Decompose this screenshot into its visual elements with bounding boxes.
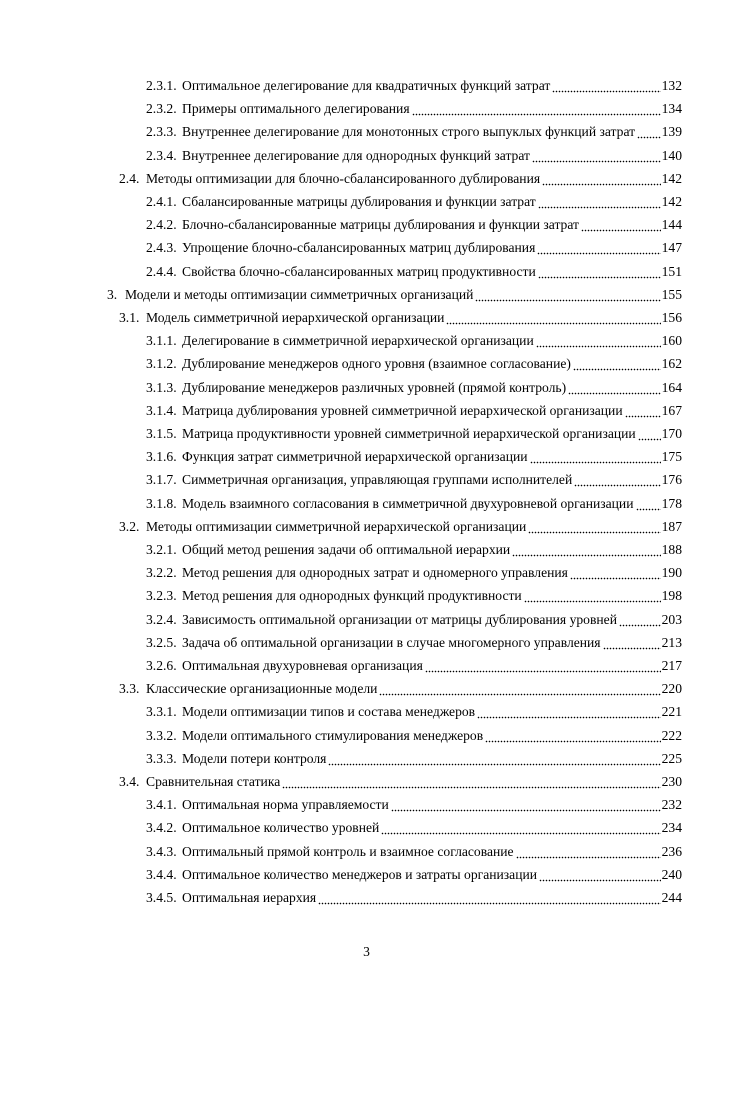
dot-leader [638, 426, 661, 442]
toc-entry-number: 3.3.3. [146, 750, 177, 766]
toc-entry-page: 221 [661, 704, 682, 720]
toc-entry-title: Оптимальное количество уровней [182, 820, 380, 836]
toc-entry-page: 178 [661, 495, 682, 511]
toc-entry-page: 142 [661, 194, 682, 209]
toc-entry-title: Задача об оптимальной организации в случае многомерного управления [182, 634, 601, 650]
toc-entry[interactable] [146, 148, 682, 164]
toc-entry-number: 3.1.5. [146, 426, 177, 441]
toc-entry-number: 3.1.2. [146, 356, 177, 372]
toc-entry-page: 230 [661, 774, 682, 789]
toc-entry-number: 2.3.2. [146, 101, 177, 117]
dot-leader [425, 658, 661, 674]
toc-entry-page: 213 [661, 634, 682, 650]
toc-entry-title: Дублирование менеджеров различных уровней (прямой контроль) [182, 379, 567, 395]
toc-entry[interactable] [107, 287, 682, 303]
toc-entry-title: Оптимальная двухуровневая организация [182, 658, 423, 673]
toc-entry-page: 132 [661, 78, 682, 93]
toc-entry[interactable] [119, 310, 682, 326]
toc-entry[interactable] [146, 728, 682, 744]
toc-entry-number: 2.4.4. [146, 263, 177, 279]
toc-entry-title: Оптимальная иерархия [182, 890, 317, 905]
dot-leader [379, 681, 660, 697]
toc-entry[interactable] [146, 78, 682, 94]
toc-entry-page: 240 [661, 866, 682, 882]
toc-entry[interactable] [146, 658, 682, 674]
toc-entry-number: 3.1. [119, 310, 140, 325]
toc-entry-page: 175 [661, 449, 682, 465]
dot-leader [636, 496, 661, 512]
dot-leader [573, 356, 661, 372]
dot-leader [570, 565, 661, 581]
toc-entry-title: Внутреннее делегирование для монотонных строго выпуклых функций затрат [182, 124, 636, 140]
toc-entry-page: 234 [661, 820, 682, 836]
toc-entry-page: 244 [661, 890, 682, 905]
toc-entry-number: 2.3.4. [146, 147, 177, 163]
dot-leader [619, 612, 661, 628]
toc-entry-number: 3.4.3. [146, 843, 177, 859]
toc-entry-page: 220 [661, 681, 682, 697]
toc-entry[interactable] [146, 333, 682, 349]
dot-leader [530, 449, 661, 465]
toc-entry-title: Оптимальная норма управляемости [182, 797, 389, 813]
toc-entry-number: 3.2.3. [146, 588, 177, 604]
toc-entry-number: 2.3.3. [146, 124, 177, 140]
dot-leader [574, 472, 660, 488]
toc-entry-number: 3.1.4. [146, 402, 177, 418]
toc-entry[interactable] [146, 472, 682, 488]
toc-entry-number: 3.4.2. [146, 820, 177, 836]
dot-leader [537, 240, 660, 256]
dot-leader [539, 867, 661, 883]
toc-entry-page: 147 [661, 240, 682, 256]
toc-entry[interactable] [146, 264, 682, 280]
toc-entry-number: 3.2. [119, 518, 140, 534]
toc-entry-page: 151 [661, 263, 682, 279]
toc-entry-title: Метод решения для однородных функций продуктивности [182, 588, 522, 604]
toc-entry[interactable] [146, 240, 682, 256]
toc-entry-number: 3.4.5. [146, 890, 177, 905]
toc-entry-page: 225 [661, 750, 682, 766]
toc-entry[interactable] [146, 844, 682, 860]
dot-leader [552, 78, 660, 94]
dot-leader [475, 287, 660, 303]
toc-entry[interactable] [146, 612, 682, 628]
toc-entry[interactable] [146, 217, 682, 233]
dot-leader [477, 704, 661, 720]
toc-entry[interactable] [146, 124, 682, 140]
toc-entry-number: 3. [107, 286, 118, 302]
toc-entry[interactable] [146, 565, 682, 581]
toc-entry-page: 188 [661, 542, 682, 557]
toc-entry-title: Свойства блочно-сбалансированных матриц продуктивности [182, 263, 536, 279]
toc-entry-number: 2.4.3. [146, 240, 177, 256]
toc-entry[interactable] [119, 171, 682, 187]
toc-entry-page: 167 [661, 402, 682, 418]
toc-entry[interactable] [146, 194, 682, 210]
toc-entry-title: Сбалансированные матрицы дублирования и функции затрат [182, 194, 536, 209]
toc-entry-number: 3.1.6. [146, 449, 177, 465]
toc-entry-number: 3.4.4. [146, 866, 177, 882]
toc-entry-page: 236 [661, 843, 682, 859]
toc-entry-page: 164 [661, 379, 682, 395]
toc-entry-page: 222 [661, 727, 682, 743]
toc-entry-title: Модели потери контроля [182, 750, 327, 766]
toc-entry-number: 3.2.5. [146, 634, 177, 650]
dot-leader [603, 635, 661, 651]
toc-entry-title: Модель симметричной иерархической организации [146, 310, 445, 325]
toc-entry[interactable] [146, 588, 682, 604]
toc-entry-page: 155 [661, 286, 682, 302]
toc-entry[interactable] [146, 867, 682, 883]
toc-entry[interactable] [146, 751, 682, 767]
dot-leader [625, 403, 661, 419]
toc-entry-title: Матрица продуктивности уровней симметричной иерархической организации [182, 426, 636, 441]
toc-entry-title: Модели и методы оптимизации симметричных организаций [125, 286, 474, 302]
dot-leader [328, 751, 660, 767]
page-number: 3 [363, 944, 370, 959]
toc-entry-title: Общий метод решения задачи об оптимальной иерархии [182, 542, 511, 557]
toc-entry-page: 139 [661, 124, 682, 140]
toc-entry-number: 3.2.1. [146, 542, 177, 557]
toc-entry-title: Модель взаимного согласования в симметричной двухуровневой организации [182, 495, 634, 511]
toc-entry-page: 198 [661, 588, 682, 604]
toc-entry[interactable] [146, 449, 682, 465]
dot-leader [532, 148, 661, 164]
toc-entry-title: Метод решения для однородных затрат и одномерного управления [182, 565, 568, 581]
toc-entry-page: 176 [661, 472, 682, 488]
toc-entry-page: 232 [661, 797, 682, 813]
toc-entry-number: 3.2.2. [146, 565, 177, 581]
toc-entry[interactable] [146, 101, 682, 117]
toc-entry-page: 203 [661, 611, 682, 627]
toc-entry-title: Модели оптимального стимулирования менеджеров [182, 727, 484, 743]
toc-entry[interactable] [146, 403, 682, 419]
toc-entry-number: 2.4.1. [146, 194, 177, 209]
toc-entry-number: 3.1.1. [146, 333, 177, 349]
dot-leader [542, 171, 661, 187]
toc-entry-number: 2.4.2. [146, 217, 177, 233]
toc-entry-title: Сравнительная статика [146, 774, 281, 789]
toc-entry-number: 3.1.3. [146, 379, 177, 395]
dot-leader [282, 774, 660, 790]
dot-leader [381, 820, 660, 836]
toc-entry-page: 190 [661, 565, 682, 581]
toc-entry-number: 3.1.7. [146, 472, 177, 488]
toc-entry-title: Внутреннее делегирование для однородных функций затрат [182, 147, 530, 163]
toc-entry-title: Дублирование менеджеров одного уровня (взаимное согласование) [182, 356, 571, 372]
toc-entry-title: Матрица дублирования уровней симметричной иерархической организации [182, 402, 623, 418]
toc-entry-page: 170 [661, 426, 682, 441]
dot-leader [568, 380, 660, 396]
toc-entry-number: 3.3. [119, 681, 140, 697]
dot-leader [391, 797, 661, 813]
toc-entry[interactable] [146, 356, 682, 372]
dot-leader [538, 194, 661, 210]
toc-entry-number: 2.4. [119, 170, 140, 186]
toc-entry-title: Симметричная организация, управляющая группами исполнителей [182, 472, 573, 488]
toc-entry[interactable] [146, 635, 682, 651]
toc-entry[interactable] [146, 704, 682, 720]
dot-leader [581, 217, 661, 233]
toc-entry-page: 156 [661, 310, 682, 325]
toc-entry[interactable] [146, 890, 682, 906]
toc-entry-number: 3.2.6. [146, 658, 177, 673]
toc-entry-title: Оптимальный прямой контроль и взаимное согласование [182, 843, 514, 859]
toc-entry[interactable] [119, 519, 682, 535]
dot-leader [516, 844, 661, 860]
toc-entry-page: 140 [661, 147, 682, 163]
toc-entry-title: Блочно-сбалансированные матрицы дублирования и функции затрат [182, 217, 579, 233]
toc-entry-number: 3.3.2. [146, 727, 177, 743]
dot-leader [536, 333, 661, 349]
toc-entry-number: 2.3.1. [146, 78, 177, 93]
dot-leader [524, 588, 661, 604]
toc-entry-page: 160 [661, 333, 682, 349]
toc-entry-title: Примеры оптимального делегирования [182, 101, 410, 117]
toc-entry[interactable] [146, 496, 682, 512]
toc-entry[interactable] [146, 820, 682, 836]
dot-leader [637, 124, 661, 140]
toc-entry-page: 187 [661, 518, 682, 534]
dot-leader [485, 728, 660, 744]
toc-entry-title: Классические организационные модели [146, 681, 378, 697]
toc-entry-number: 3.4. [119, 774, 140, 789]
dot-leader [446, 310, 660, 326]
toc-entry[interactable] [119, 681, 682, 697]
toc-entry-title: Методы оптимизации для блочно-сбалансированного дублирования [146, 170, 541, 186]
toc-entry[interactable] [146, 380, 682, 396]
toc-entry-title: Упрощение блочно-сбалансированных матриц дублирования [182, 240, 536, 256]
toc-entry-title: Зависимость оптимальной организации от матрицы дублирования уровней [182, 611, 617, 627]
toc-entry-number: 3.2.4. [146, 611, 177, 627]
dot-leader [412, 101, 661, 117]
toc-entry-title: Модели оптимизации типов и состава менеджеров [182, 704, 476, 720]
dot-leader [528, 519, 660, 535]
toc-entry-page: 162 [661, 356, 682, 372]
toc-entry-title: Функция затрат симметричной иерархической организации [182, 449, 528, 465]
toc-entry-number: 3.3.1. [146, 704, 177, 720]
toc-entry-title: Оптимальное делегирование для квадратичных функций затрат [182, 78, 551, 93]
toc-entry-page: 144 [661, 217, 682, 233]
toc-entry[interactable] [146, 542, 682, 558]
toc-entry[interactable] [119, 774, 682, 790]
toc-entry-page: 134 [661, 101, 682, 117]
toc-entry[interactable] [146, 797, 682, 813]
dot-leader [318, 890, 660, 906]
toc-entry-title: Оптимальное количество менеджеров и затраты организации [182, 866, 538, 882]
dot-leader [512, 542, 660, 558]
toc-entry-page: 142 [661, 170, 682, 186]
toc-entry-number: 3.1.8. [146, 495, 177, 511]
toc-entry-title: Делегирование в симметричной иерархической организации [182, 333, 534, 349]
toc-entry-page: 217 [661, 658, 682, 673]
toc-entry-title: Методы оптимизации симметричной иерархической организации [146, 518, 527, 534]
dot-leader [538, 264, 661, 280]
toc-entry-number: 3.4.1. [146, 797, 177, 813]
toc-entry[interactable] [146, 426, 682, 442]
